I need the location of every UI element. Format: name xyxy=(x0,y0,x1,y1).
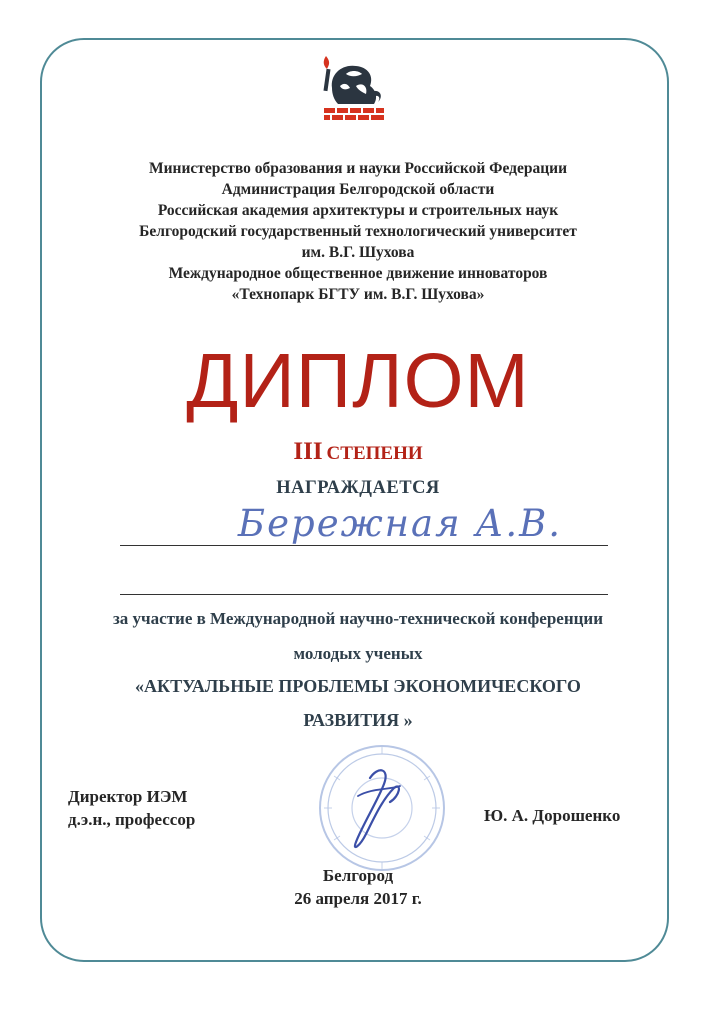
lion-with-torch-icon xyxy=(312,52,394,126)
signer-degree: д.э.н., профессор xyxy=(68,810,196,829)
recipient-name: Бережная А.В. xyxy=(237,502,563,545)
signer-position: Директор ИЭМ xyxy=(68,787,188,806)
awarded-heading: НАГРАЖДАЕТСЯ xyxy=(276,478,440,498)
conference-title-line-1: «АКТУАЛЬНЫЕ ПРОБЛЕМЫ ЭКОНОМИЧЕСКОГО xyxy=(135,676,581,696)
organization-line: «Технопарк БГТУ им. В.Г. Шухова» xyxy=(231,286,485,303)
signer-name: Ю. А. Дорошенко xyxy=(484,806,621,825)
participation-line-1: за участие в Международной научно-технической конференции xyxy=(112,609,604,628)
degree-word: СТЕПЕНИ xyxy=(326,443,423,464)
participation-line-2: молодых ученых xyxy=(293,644,423,663)
organization-line: им. В.Г. Шухова xyxy=(301,244,415,261)
city: Белгород xyxy=(322,866,394,885)
issue-date: 26 апреля 2017 г. xyxy=(294,889,422,908)
organization-line: Международное общественное движение инноваторов xyxy=(168,265,548,282)
organization-line: Белгородский государственный технологический университет xyxy=(139,223,577,240)
recipient-underline-second xyxy=(120,594,608,595)
organization-line: Министерство образования и науки Российской Федерации xyxy=(148,160,568,177)
place-date-block xyxy=(60,864,656,910)
organization-line: Администрация Белгородской области xyxy=(221,181,495,198)
organizations-block xyxy=(60,158,656,305)
diploma-title: ДИПЛОМ xyxy=(186,338,530,424)
signer-position-block xyxy=(68,785,195,831)
official-seal-with-signature xyxy=(312,738,452,878)
degree-heading xyxy=(60,437,656,470)
recipient-underline xyxy=(120,545,608,546)
organization-line: Российская академия архитектуры и строительных наук xyxy=(157,202,559,219)
degree-roman: III xyxy=(293,438,323,465)
conference-title-line-2: РАЗВИТИЯ » xyxy=(303,710,413,730)
